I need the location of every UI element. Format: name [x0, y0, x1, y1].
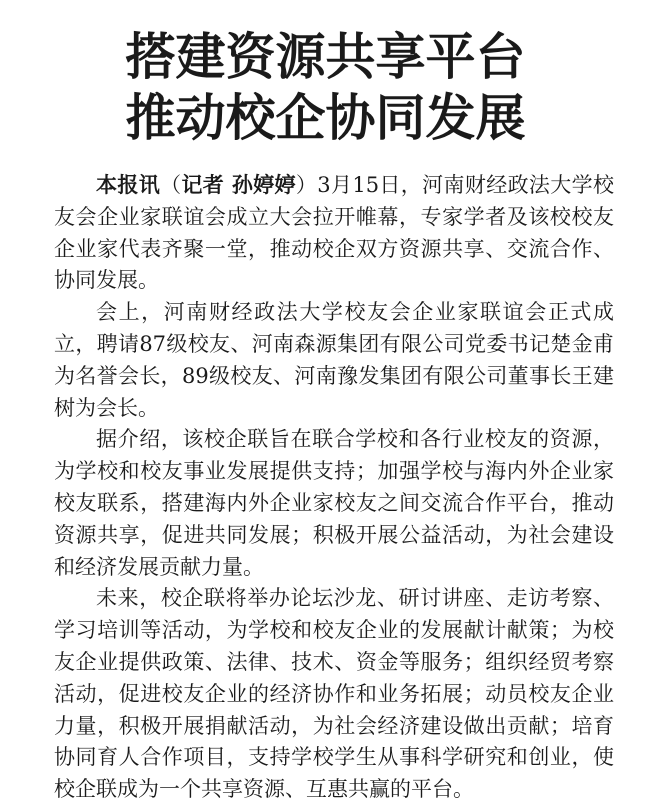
article-body	[54, 170, 614, 806]
paragraph-lead	[54, 170, 614, 297]
paragraph: 据介绍，该校企联旨在联合学校和各行业校友的资源，为学校和校友事业发展提供支持；加强学校与海内外企业家校友联系，搭建海内外企业家校友之间交流合作平台，推动资源共享，促进共同发展；积极开展公益活动，为社会建设和经济发展贡献力量。	[54, 427, 614, 579]
byline-reporter: 记者 孙婷婷	[181, 173, 296, 197]
byline-open-paren: （	[160, 173, 182, 197]
paragraph-text: 3月15日，河南财经政法大学校友会企业家联谊会成立大会拉开帷幕，专家学者及该校校友企业家代表齐聚一堂，推动校企双方资源共享、交流合作、协同发展。	[54, 173, 615, 293]
headline-line-2: 推动校企协同发展	[125, 89, 526, 147]
paragraph: 会上，河南财经政法大学校友会企业家联谊会正式成立，聘请87级校友、河南森源集团有限公司党委书记楚金甫为名誉会长，89级校友、河南豫发集团有限公司董事长王建树为会长。	[54, 300, 614, 420]
byline-label: 本报讯	[96, 173, 161, 197]
paragraph: 未来，校企联将举办论坛沙龙、研讨讲座、走访考察、学习培训等活动，为学校和校友企业的发展献计献策；为校友企业提供政策、法律、技术、资金等服务；组织经贸考察活动，促进校友企业的经济协作和业务拓展；动员校友企业力量，积极开展捐献活动，为社会经济建设做出贡献；培育协同育人合作项目，支持学校学生从事科学研究和创业，使校企联成为一个共享资源、互惠共赢的平台。	[54, 586, 614, 802]
headline-line-1: 搭建资源共享平台	[125, 28, 526, 86]
byline-close-paren: ）	[295, 173, 318, 197]
